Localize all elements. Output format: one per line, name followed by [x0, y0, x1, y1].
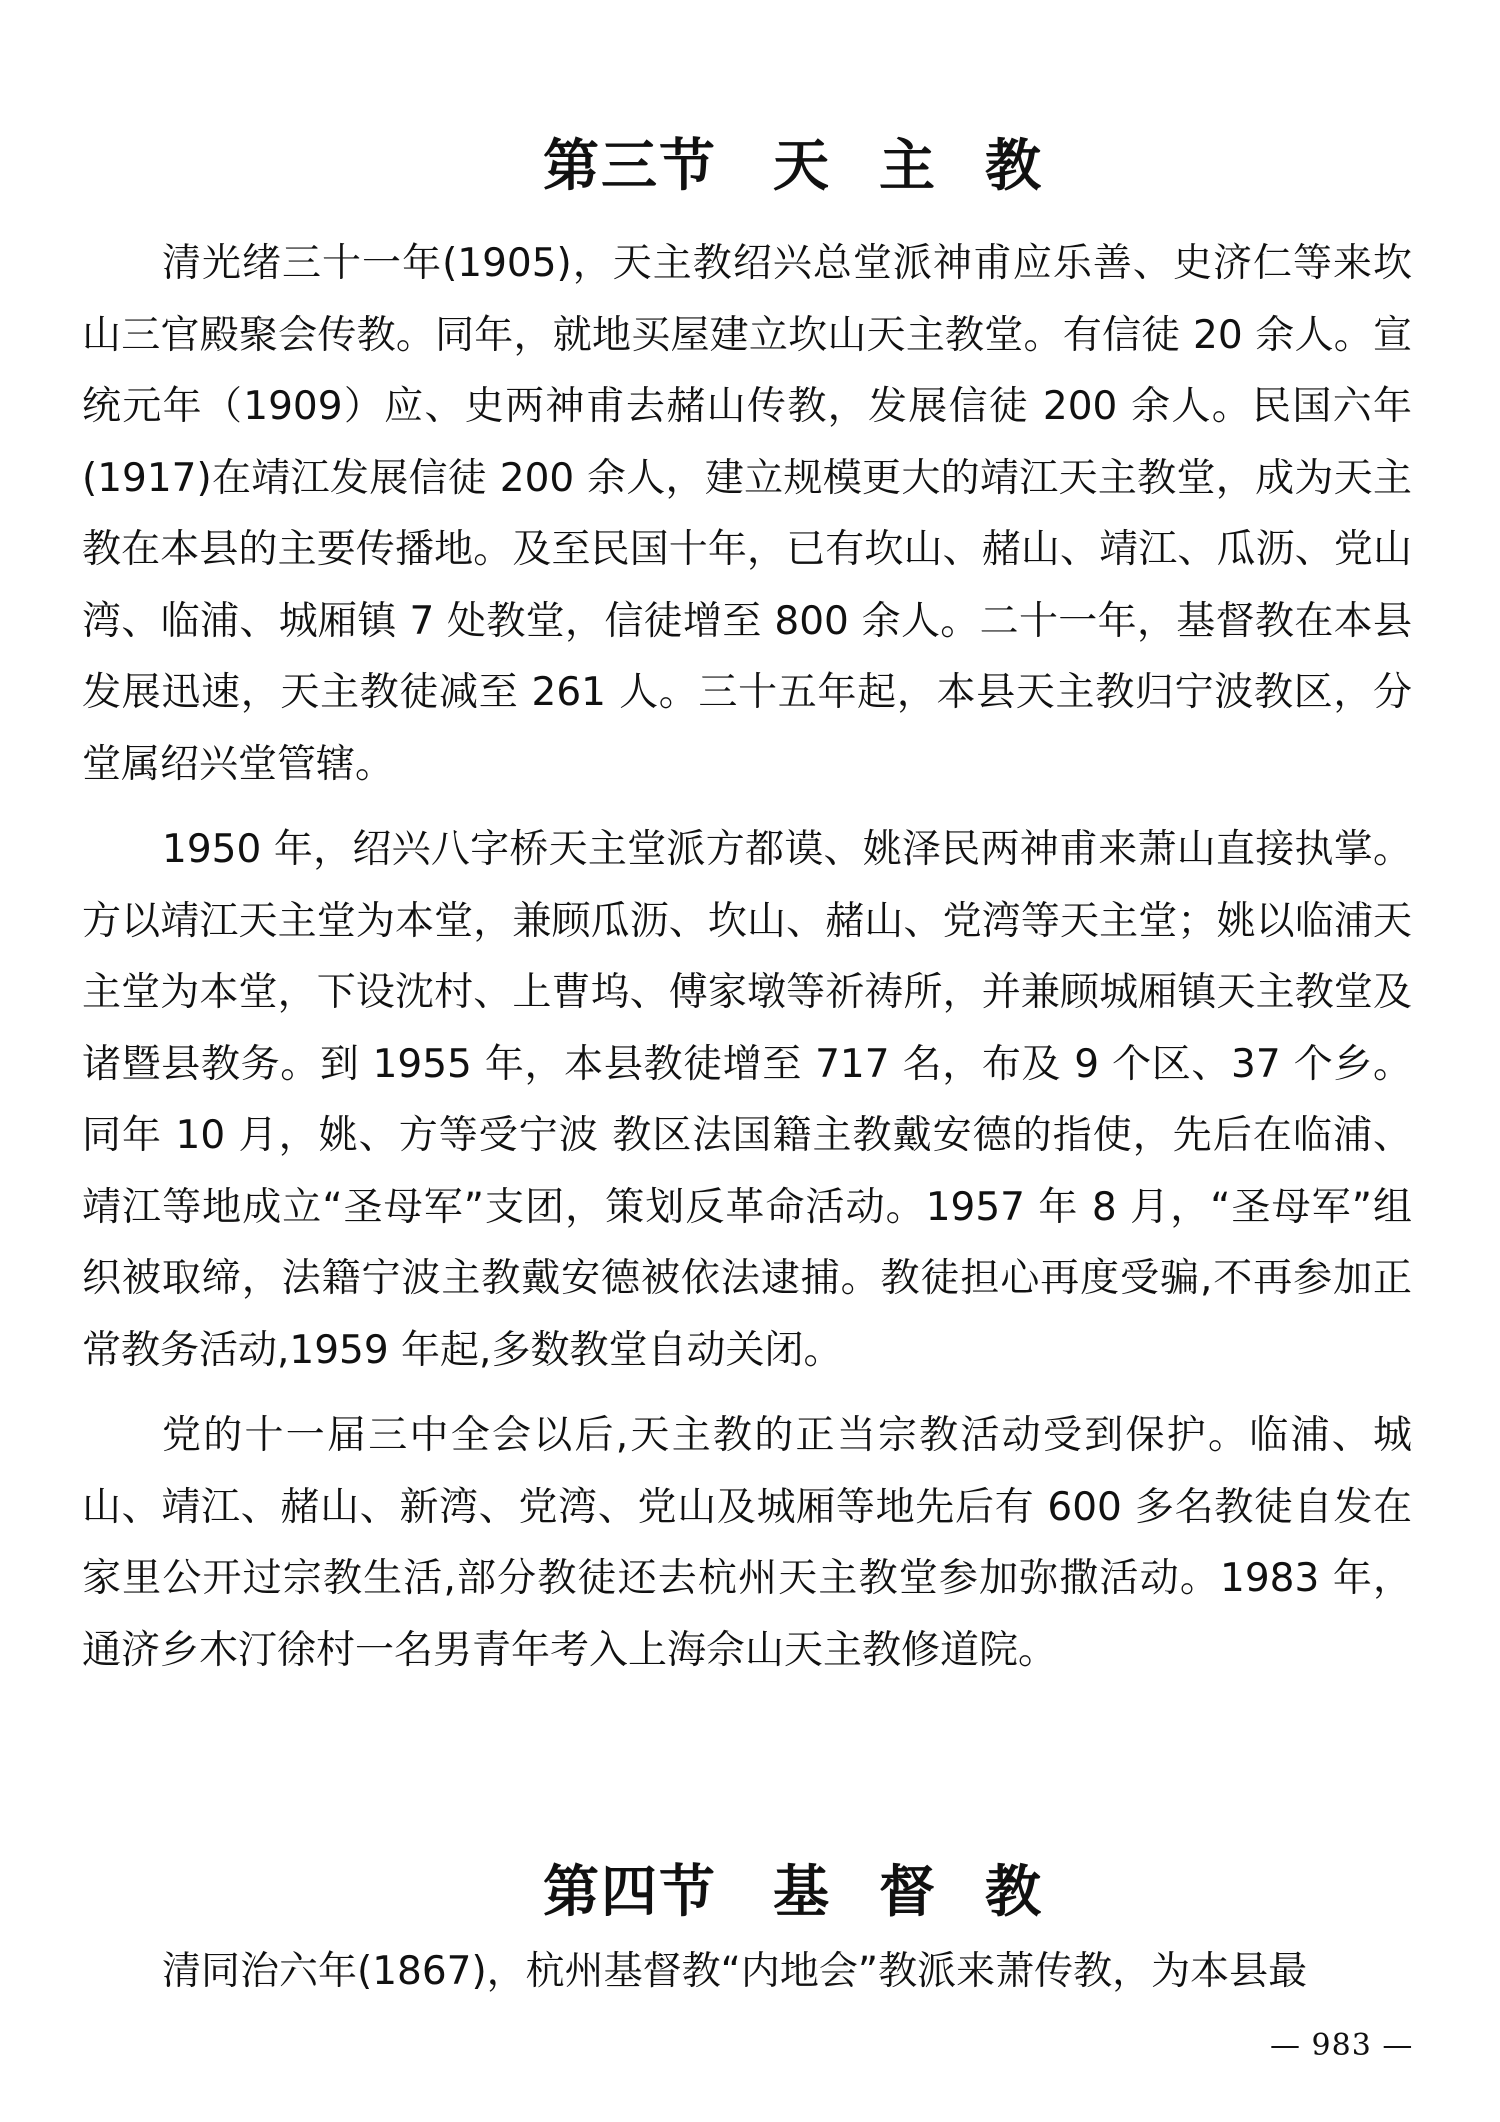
page-number: — 983 —	[1270, 2028, 1414, 2063]
section-title-char: 教	[984, 134, 1043, 199]
section-title-char: 天	[772, 134, 831, 199]
body-paragraph: 党的十一届三中全会以后,天主教的正当宗教活动受到保护。临浦、城山、靖江、赭山、新湾、党湾、党山及城厢等地先后有 600 多名教徒自发在家里公开过宗教生活,部分教徒还去杭州天主教堂参加弥撒活动。1983 年，通济乡木汀徐村一名男青年考入上海佘山天主教修道院。	[82, 1413, 1412, 1673]
section-title-char: 督	[878, 1860, 937, 1925]
section-title-char: 教	[984, 1860, 1043, 1925]
section-title-char: 主	[878, 134, 937, 199]
body-paragraph: 1950 年，绍兴八字桥天主堂派方都谟、姚泽民两神甫来萧山直接执掌。方以靖江天主堂为本堂，兼顾瓜沥、坎山、赭山、党湾等天主堂；姚以临浦天主堂为本堂，下设沈村、上曹坞、傅家墩等祈祷所，并兼顾城厢镇天主教堂及诸暨县教务。到 1955 年，本县教徒增至 717 名，布及 9 个区、37 个乡。同年 10 月，姚、方等受宁波 教区法国籍主教戴安德的指使，先后在临浦、靖江等地成立“圣母军”支团，策划反革命活动。1957 年 8 月，“圣母军”组织被取缔，法籍宁波主教戴安德被依法逮捕。教徒担心再度受骗,不再参加正常教务活动,1959 年起,多数教堂自动关闭。	[82, 827, 1412, 1373]
section-number: 第三节	[542, 134, 717, 199]
body-paragraph: 清同治六年(1867)，杭州基督教“内地会”教派来萧传教，为本县最	[162, 1949, 1308, 1994]
section-number: 第四节	[542, 1860, 717, 1925]
section-title-char: 基	[772, 1860, 831, 1925]
body-paragraph: 清光绪三十一年(1905)，天主教绍兴总堂派神甫应乐善、史济仁等来坎山三官殿聚会传教。同年，就地买屋建立坎山天主教堂。有信徒 20 余人。宣统元年（1909）应、史两神甫去赭山传教，发展信徒 200 余人。民国六年(1917)在靖江发展信徒 200 余人，建立规模更大的靖江天主教堂，成为天主教在本县的主要传播地。及至民国十年，已有坎山、赭山、靖江、瓜沥、党山湾、临浦、城厢镇 7 处教堂，信徒增至 800 余人。二十一年，基督教在本县发展迅速，天主教徒减至 261 人。三十五年起，本县天主教归宁波教区，分堂属绍兴堂管辖。	[82, 241, 1412, 787]
